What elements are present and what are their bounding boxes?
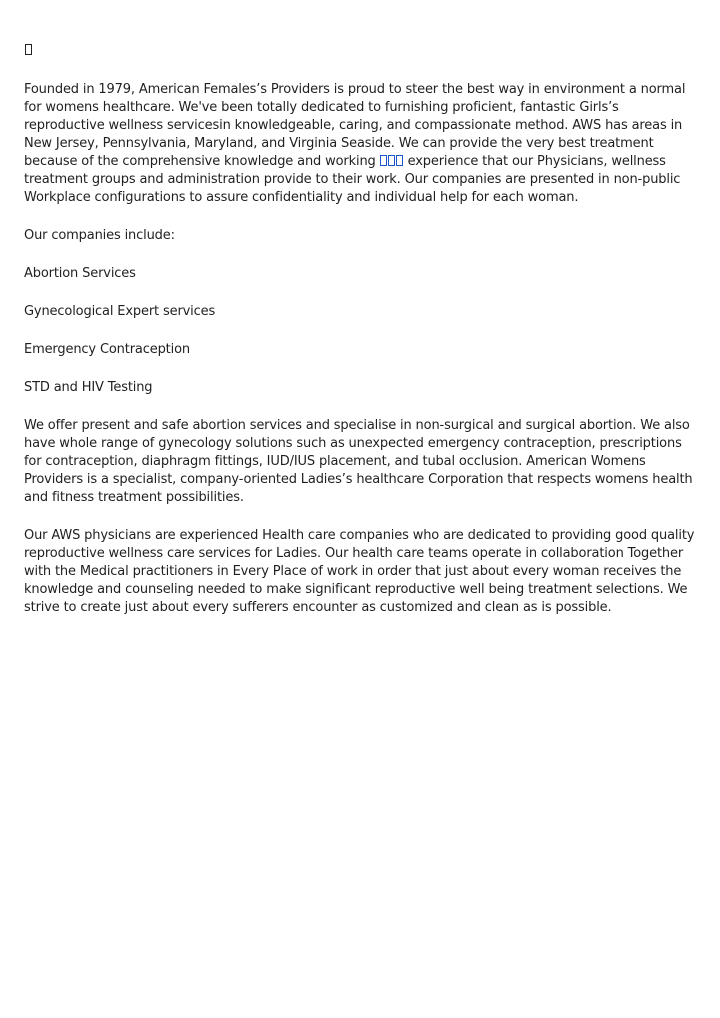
link-glyph-icon bbox=[388, 155, 395, 166]
intro-text-part1: Founded in 1979, American Females’s Providers is proud to steer the best way in environment a normal for womens healthcare. We've been totally dedicated to furnishing proficient, fantastic Girls’s reproductive wellness servicesin knowledgeable, caring, and compassionate method. AWS has areas in New Jersey, Pennsylvania, Maryland, and Virginia Seaside. We can provide the very best treatment because of the comprehensive knowledge and working bbox=[24, 82, 686, 169]
inline-link[interactable] bbox=[380, 154, 404, 169]
intro-paragraph bbox=[24, 81, 700, 207]
service-item: Emergency Contraception bbox=[24, 342, 190, 357]
physicians-paragraph: Our AWS physicians are experienced Health care companies who are dedicated to providing good quality reproductive wellness care services for Ladies. Our health care teams operate in collaboration Together with the Medical practitioners in Every Place of work in order that just about every woman receives the knowledge and counseling needed to make significant reproductive well being treatment selections. We strive to create just about every sufferers encounter as customized and clean as is possible. bbox=[24, 528, 695, 615]
service-item: Abortion Services bbox=[24, 266, 136, 281]
link-glyph-icon bbox=[380, 155, 387, 166]
services-list bbox=[24, 265, 700, 397]
intro-text-part2: experience that our Physicians, wellness treatment groups and administration provide to their work. Our companies are presented in non-public Workplace configurations to assure confidentiality and individual help for each woman. bbox=[24, 154, 681, 205]
link-glyph-icon bbox=[396, 155, 403, 166]
service-item: Gynecological Expert services bbox=[24, 304, 216, 319]
service-item: STD and HIV Testing bbox=[24, 380, 153, 395]
services-heading: Our companies include: bbox=[24, 228, 175, 243]
missing-glyph-icon bbox=[24, 44, 700, 81]
placeholder-glyph-icon bbox=[25, 44, 32, 55]
document-body bbox=[24, 44, 700, 637]
abortion-services-paragraph: We offer present and safe abortion services and specialise in non-surgical and surgical abortion. We also have whole range of gynecology solutions such as unexpected emergency contraception, prescriptions for contraception, diaphragm fittings, IUD/IUS placement, and tubal occlusion. American Womens Providers is a specialist, company-oriented Ladies’s healthcare Corporation that respects womens health and fitness treatment possibilities. bbox=[24, 418, 693, 505]
